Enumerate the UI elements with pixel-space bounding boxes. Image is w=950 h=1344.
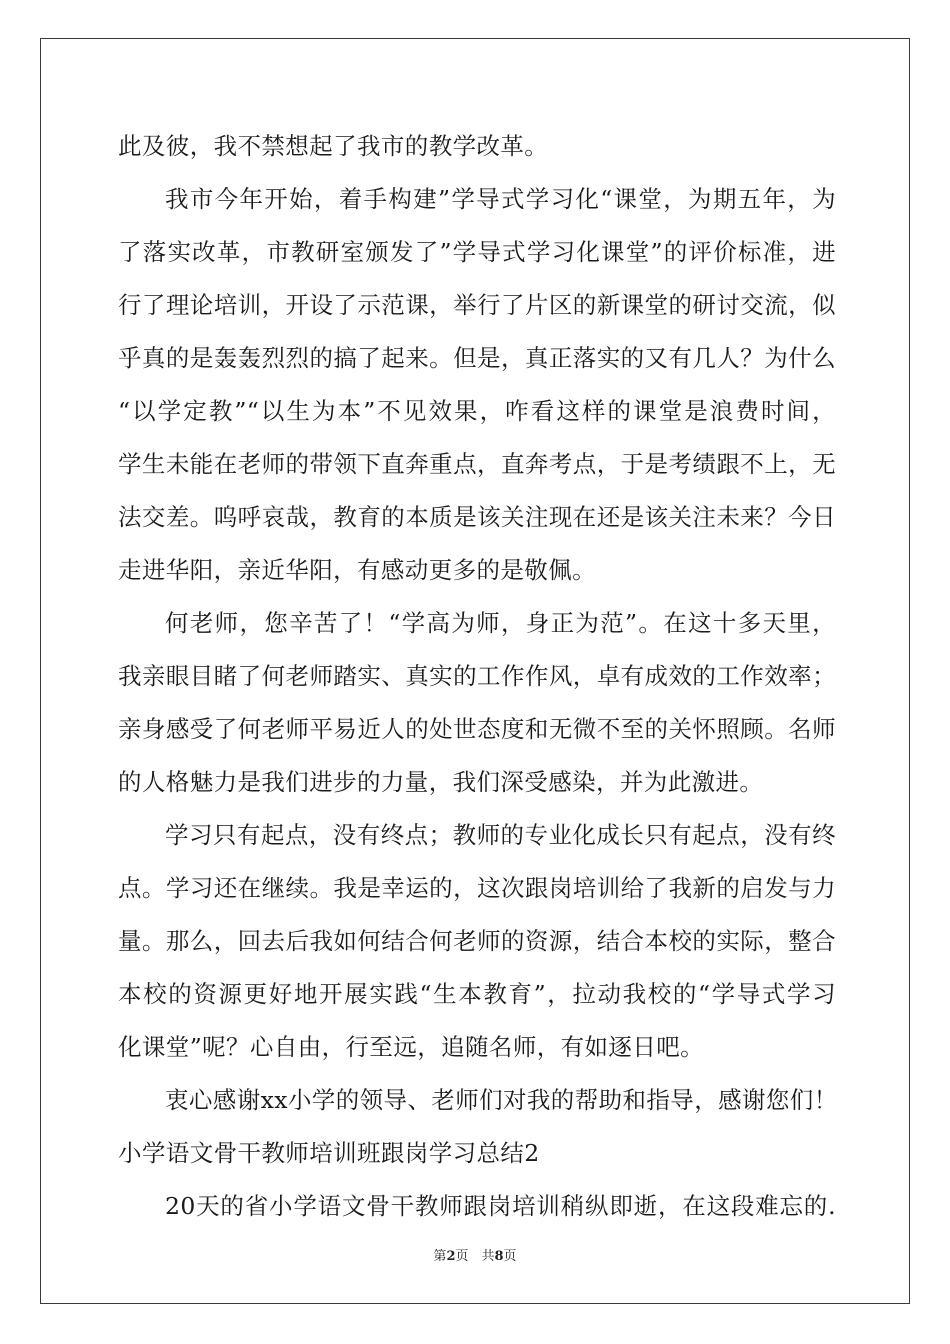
text-line: 衷心感谢xx小学的领导、老师们对我的帮助和指导，感谢您们！ — [165, 1086, 838, 1114]
text-line: 学生未能在老师的带领下直奔重点，直奔考点，于是考绩跟不上，无 — [118, 450, 836, 478]
text-line: 小学语文骨干教师培训班跟岗学习总结2 — [118, 1139, 540, 1167]
current-page-number: 2 — [446, 1249, 456, 1264]
text-line: 的人格魅力是我们进步的力量，我们深受感染，并为此激进。 — [118, 768, 764, 796]
total-page-number: 8 — [494, 1249, 504, 1264]
document-body — [118, 120, 836, 1233]
text-line: 我市今年开始，着手构建”学导式学习化“课堂，为期五年，为 — [165, 185, 836, 213]
text-line: 了落实改革，市教研室颁发了”学导式学习化课堂”的评价标准，进 — [118, 238, 836, 266]
text-line: 法交差。呜呼哀哉，教育的本质是该关注现在还是该关注未来？今日 — [118, 503, 836, 531]
text-line: 此及彼，我不禁想起了我市的教学改革。 — [118, 132, 549, 160]
footer-mid: 页 共 — [455, 1249, 495, 1264]
text-line: 乎真的是轰轰烈烈的搞了起来。但是，真正落实的又有几人？为什么 — [118, 344, 836, 372]
footer-prefix: 第 — [433, 1249, 447, 1264]
text-line: 20天的省小学语文骨干教师跟岗培训稍纵即逝，在这段难忘的. — [165, 1192, 836, 1220]
text-line: 行了理论培训，开设了示范课，举行了片区的新课堂的研讨交流，似 — [118, 291, 836, 319]
footer-suffix: 页 — [503, 1249, 517, 1264]
text-line: 走进华阳，亲近华阳，有感动更多的是敬佩。 — [118, 556, 596, 584]
text-line: 亲身感受了何老师平易近人的处世态度和无微不至的关怀照顾。名师 — [118, 715, 836, 743]
text-line: “以学定教”“以生为本”不见效果，咋看这样的课堂是浪费时间， — [118, 397, 836, 425]
text-line: 学习只有起点，没有终点；教师的专业化成长只有起点，没有终 — [165, 821, 836, 849]
text-line: 量。那么，回去后我如何结合何老师的资源，结合本校的实际，整合 — [118, 927, 836, 955]
text-line: 我亲眼目睹了何老师踏实、真实的工作作风，卓有成效的工作效率； — [118, 662, 836, 690]
text-line: 点。学习还在继续。我是幸运的，这次跟岗培训给了我新的启发与力 — [118, 874, 836, 902]
text-line: 何老师，您辛苦了！“学高为师，身正为范”。在这十多天里， — [165, 609, 836, 637]
text-line: 本校的资源更好地开展实践“生本教育”，拉动我校的“学导式学习 — [118, 980, 836, 1008]
page-footer — [0, 1245, 950, 1264]
text-line: 化课堂”呢？心自由，行至远，追随名师，有如逐日吧。 — [118, 1033, 705, 1061]
